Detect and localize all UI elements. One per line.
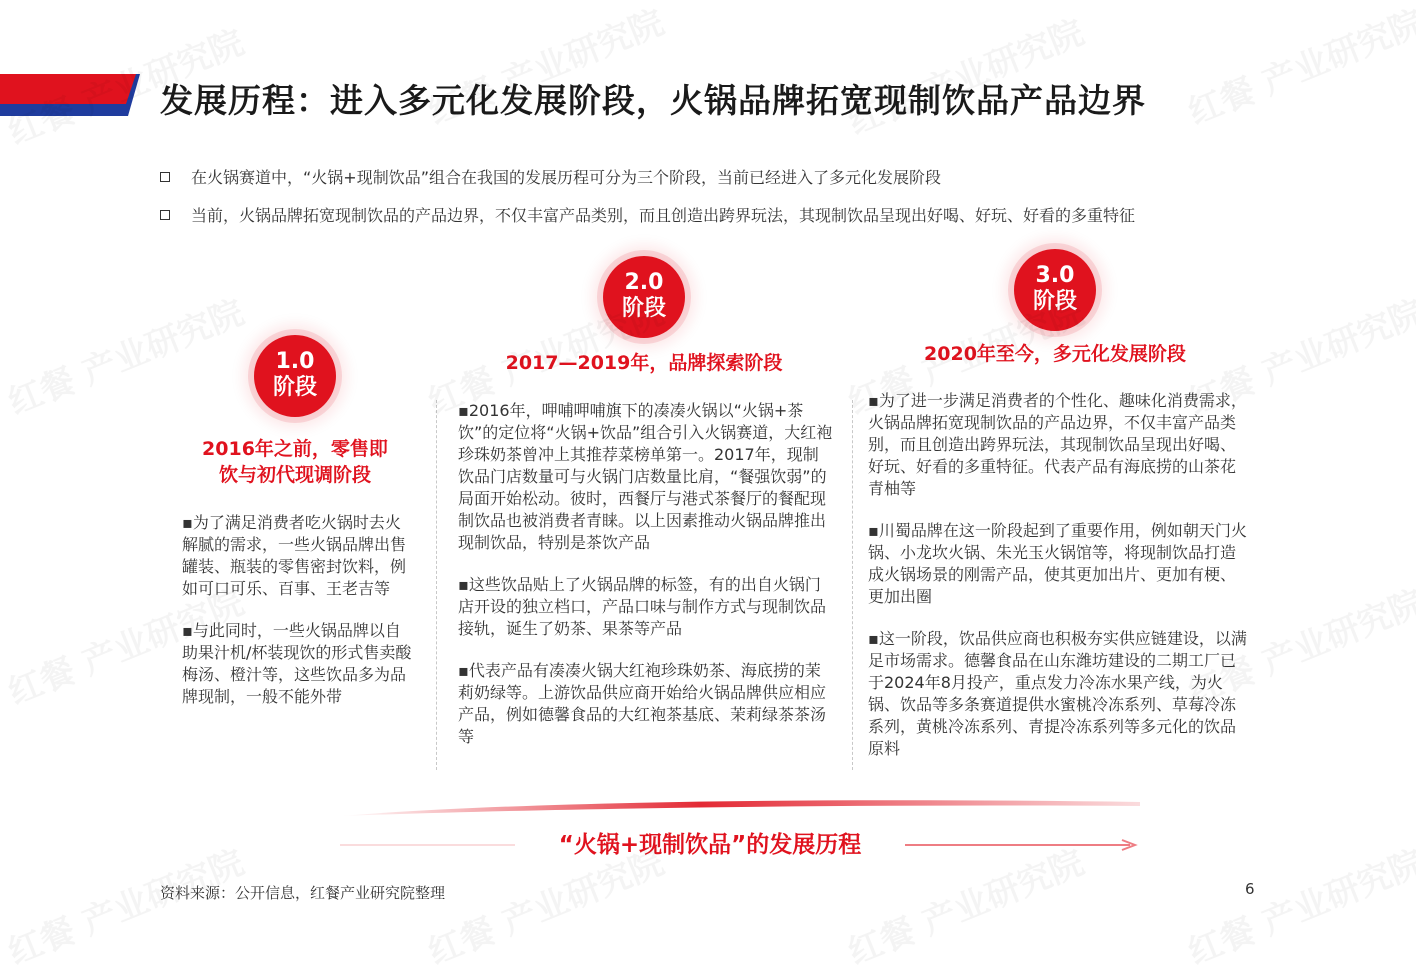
column-divider [852, 400, 853, 770]
stage-1-paragraph: ▪与此同时，一些火锅品牌以自助果汁机/杯装现饮的形式售卖酸梅汤、橙汁等，这些饮品多为品牌现制，一般不能外带 [182, 621, 412, 706]
stage-2-heading: 2017—2019年，品牌探索阶段 [505, 352, 783, 374]
stage-2-paragraph: ▪代表产品有凑凑火锅大红袍珍珠奶茶、海底捞的茉莉奶绿等。上游饮品供应商开始给火锅品牌供应相应产品，例如德馨食品的大红袍茶基底、茉莉绿茶茶汤等 [458, 661, 827, 746]
stage-2-badge: 2.0 阶段 [603, 256, 685, 338]
square-bullet-icon [160, 210, 170, 220]
stage-3-heading: 2020年至今，多元化发展阶段 [924, 343, 1186, 365]
stage-2-text [458, 400, 834, 768]
stage-1-paragraph: ▪为了满足消费者吃火锅时去火解腻的需求，一些火锅品牌出售罐装、瓶装的零售密封饮料，例如可口可乐、百事、王老吉等 [182, 513, 407, 598]
stage-2-paragraph: ▪2016年，呷哺呷哺旗下的凑凑火锅以“火锅+茶饮”的定位将“火锅+饮品”组合引入火锅赛道，大红袍珍珠奶茶曾冲上其推荐菜榜单第一。2017年，现制饮品门店数量可与火锅门店数量比肩，“餐强饮弱”的局面开始松动。彼时，西餐厅与港式茶餐厅的餐配现制饮品也被消费者青睐。以上因素推动火锅品牌推出现制饮品，特别是茶饮产品 [458, 401, 833, 552]
title-accent-bar [0, 74, 140, 116]
square-bullet-icon [160, 172, 170, 182]
stage-1-badge: 1.0 阶段 [254, 335, 336, 417]
stage-3-paragraph: ▪川蜀品牌在这一阶段起到了重要作用，例如朝天门火锅、小龙坎火锅、朱光玉火锅馆等，将现制饮品打造成火锅场景的刚需产品，使其更加出片、更加有梗、更加出圈 [868, 521, 1247, 606]
watermark [1180, 835, 1416, 974]
watermark [0, 285, 250, 424]
stage-3-badge: 3.0 阶段 [1014, 249, 1096, 331]
stage-2-paragraph: ▪这些饮品贴上了火锅品牌的标签，有的出自火锅门店开设的独立档口，产品口味与制作方式与现制饮品接轨，诞生了奶茶、果茶等产品 [458, 575, 827, 638]
stage-3-paragraph: ▪为了进一步满足消费者的个性化、趣味化消费需求，火锅品牌拓宽现制饮品的产品边界，不仅丰富产品类别，而且创造出跨界玩法，其现制饮品呈现出好喝、好玩、好看的多重特征。代表产品有海底捞的山茶花青柚等 [868, 391, 1247, 498]
watermark [0, 835, 250, 974]
source-note: 资料来源：公开信息，红餐产业研究院整理 [160, 884, 446, 902]
stage-3-text [868, 390, 1248, 780]
stage-1-heading: 2016年之前，零售即 饮与初代现调阶段 [202, 438, 388, 486]
watermark [1180, 0, 1416, 134]
intro-bullet [160, 168, 1270, 188]
stage-3-paragraph: ▪这一阶段，饮品供应商也积极夯实供应链建设，以满足市场需求。德馨食品在山东潍坊建设的二期工厂已于2024年8月投产，重点发力冷冻水果产线，为火锅、饮品等多条赛道提供水蜜桃冷冻系列、草莓冷冻系列，黄桃冷冻系列、青提冷冻系列等多元化的饮品原料 [868, 629, 1247, 758]
timeline-label: “火锅+现制饮品”的发展历程 [558, 832, 862, 858]
intro-bullet-text: 在火锅赛道中，“火锅+现制饮品”组合在我国的发展历程可分为三个阶段，当前已经进入了多元化发展阶段 [191, 168, 941, 187]
column-divider [436, 400, 437, 770]
page-number: 6 [1245, 880, 1255, 898]
stage-1-text [182, 512, 416, 728]
intro-bullet [160, 206, 1270, 226]
page-title: 发展历程：进入多元化发展阶段，火锅品牌拓宽现制饮品产品边界 [160, 81, 1146, 120]
intro-bullet-text: 当前，火锅品牌拓宽现制饮品的产品边界，不仅丰富产品类别，而且创造出跨界玩法，其现制饮品呈现出好喝、好玩、好看的多重特征 [191, 206, 1136, 225]
